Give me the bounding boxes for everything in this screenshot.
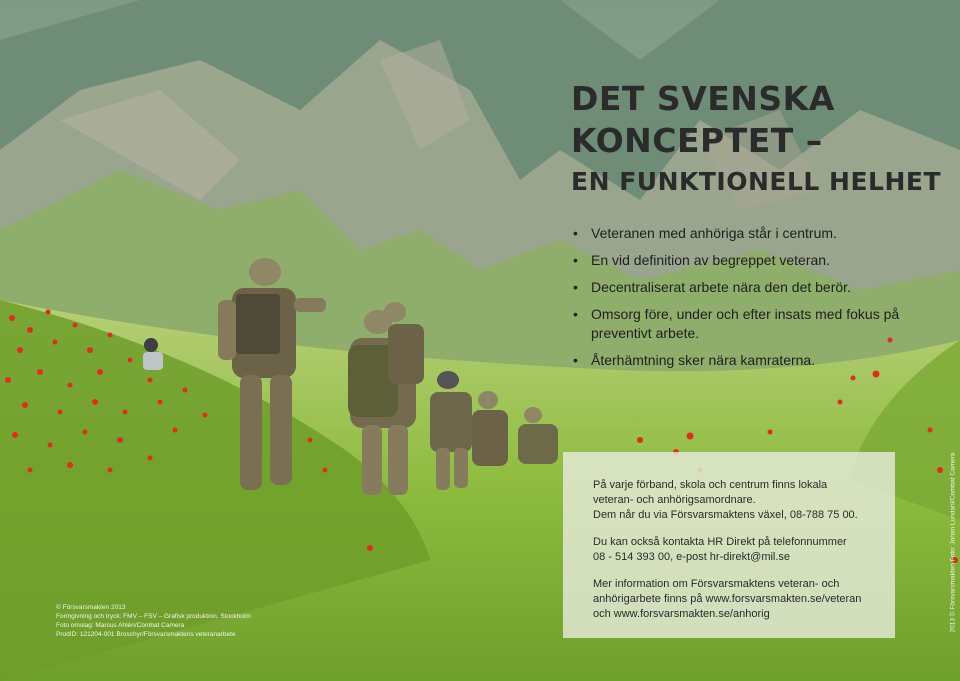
info-line: veteran- och anhörigsamordnare. xyxy=(593,494,756,506)
info-paragraph-hr-direkt xyxy=(593,535,881,565)
info-line: Du kan också kontakta HR Direkt på telefonnummer xyxy=(593,536,847,548)
list-item: • Omsorg före, under och efter insats med fokus på preventivt arbete. xyxy=(571,305,931,343)
list-item: • Veteranen med anhöriga står i centrum. xyxy=(571,224,931,243)
info-paragraph-local xyxy=(593,478,881,523)
credit-line: ProdID: 121204-001 Broschyr/Försvarsmaktens veteranarbete xyxy=(56,631,236,638)
contact-info-box xyxy=(563,452,895,638)
list-item: • En vid definition av begreppet veteran. xyxy=(571,251,931,270)
photo-credit: 2013 © Försvarsmakten Foto: Johan Lundahl/Combat Camera xyxy=(949,452,957,633)
key-points-list xyxy=(571,224,931,378)
credit-line: © Försvarsmakten 2013 xyxy=(56,604,126,611)
info-line: Dem når du via Försvarsmaktens växel, 08-788 75 00. xyxy=(593,509,858,521)
info-line: På varje förband, skola och centrum finns lokala xyxy=(593,479,828,491)
info-line: Mer information om Försvarsmaktens veteran- och xyxy=(593,578,840,590)
info-line: och www.forsvarsmakten.se/anhorig xyxy=(593,608,770,620)
page-title xyxy=(571,78,951,202)
title-line-2: KONCEPTET – xyxy=(571,121,823,160)
production-credits xyxy=(56,603,316,639)
title-line-3: EN FUNKTIONELL HELHET xyxy=(571,167,942,196)
credit-line: Formgivning och tryck: FMV – FSV – Grafisk produktion, Stockholm xyxy=(56,613,251,620)
title-line-1: DET SVENSKA xyxy=(571,79,835,118)
credit-line: Foto omslag: Marcus Ahlén/Combat Camera xyxy=(56,622,185,629)
info-line: 08 - 514 393 00, e-post hr-direkt@mil.se xyxy=(593,551,791,563)
list-item: • Återhämtning sker nära kamraterna. xyxy=(571,351,931,370)
info-line: anhörigarbete finns på www.forsvarsmakten.se/veteran xyxy=(593,593,862,605)
info-paragraph-links xyxy=(593,577,881,622)
list-item: • Decentraliserat arbete nära den det berör. xyxy=(571,278,931,297)
